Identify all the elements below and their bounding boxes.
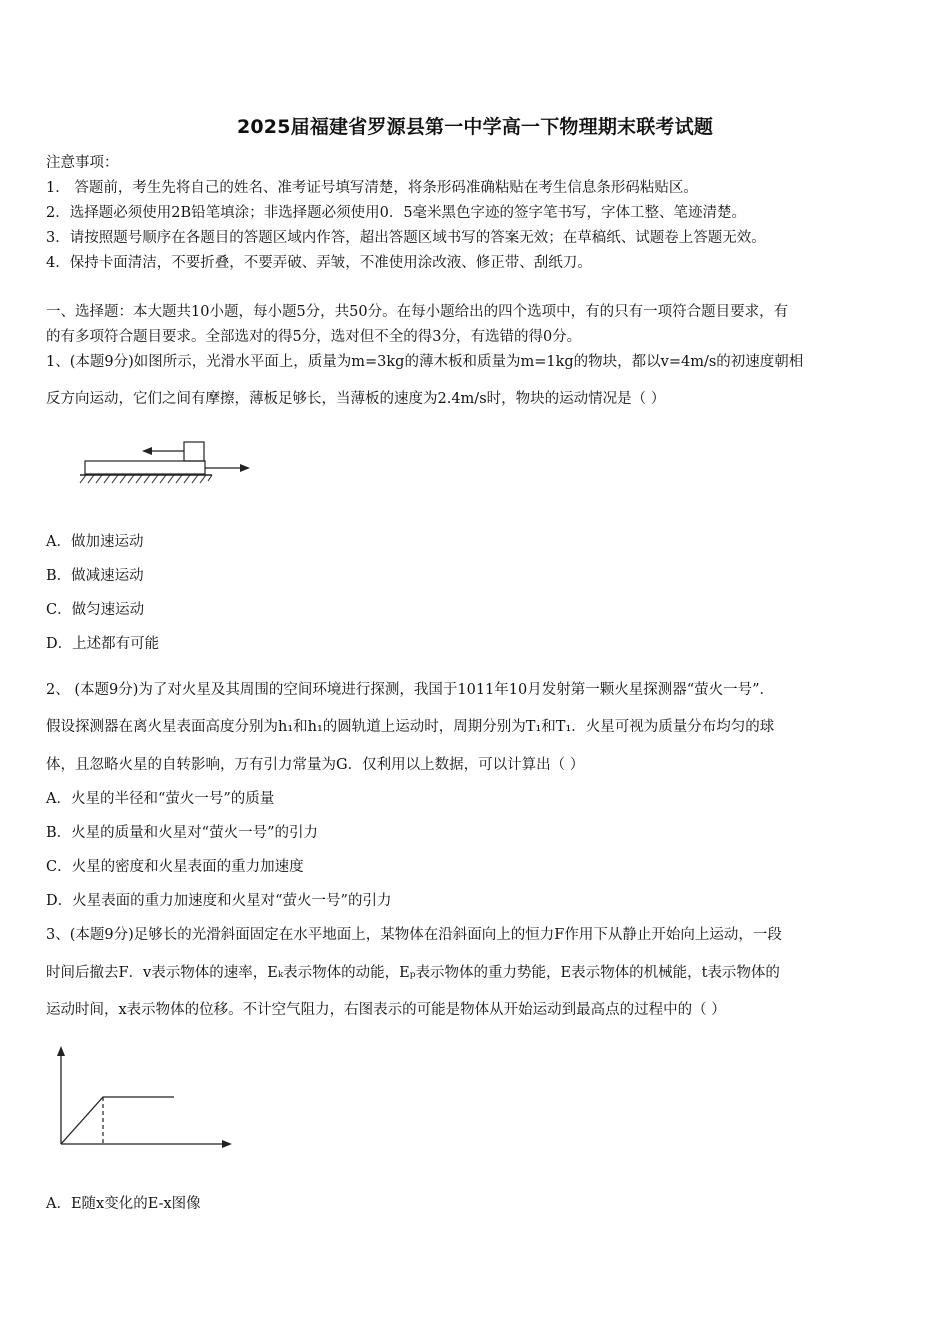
notice-item: 2．选择题必须使用2B铅笔填涂；非选择题必须使用0．5毫米黑色字迹的签字笔书写，字体工整、笔迹清楚。	[46, 205, 747, 221]
q2-option-a: A．火星的半径和“萤火一号”的质量	[46, 791, 275, 807]
q2-option-c: C．火星的密度和火星表面的重力加速度	[46, 859, 304, 875]
q1-option-c: C．做匀速运动	[46, 602, 145, 618]
q2-stem: 2、 (本题9分)为了对火星及其周围的空间环境进行探测，我国于1011年10月发射第一颗火星探测器“萤火一号”．	[46, 682, 775, 698]
q2-stem: 体，且忽略火星的自转影响，万有引力常量为G．仅利用以上数据，可以计算出（ ）	[46, 757, 585, 773]
q2-option-b: B．火星的质量和火星对“萤火一号”的引力	[46, 825, 318, 841]
q1-stem: 1、(本题9分)如图所示，光滑水平面上，质量为m=3kg的薄木板和质量为m=1kg的物块，都以v=4m/s的初速度朝相	[46, 354, 804, 370]
section-instructions: 的有多项符合题目要求。全部选对的得5分，选对但不全的得3分，有选错的得0分。	[46, 329, 582, 345]
notice-item: 3．请按照题号顺序在各题目的答题区域内作答，超出答题区域书写的答案无效；在草稿纸、试题卷上答题无效。	[46, 230, 766, 246]
notice-item: 1． 答题前，考生先将自己的姓名、准考证号填写清楚，将条形码准确粘贴在考生信息条形码粘贴区。	[46, 180, 698, 196]
q1-option-a: A．做加速运动	[46, 534, 144, 550]
notice-item: 4．保持卡面清洁，不要折叠，不要弄破、弄皱，不准使用涂改液、修正带、刮纸刀。	[46, 255, 592, 271]
q1-option-d: D．上述都有可能	[46, 636, 160, 652]
q1-stem: 反方向运动，它们之间有摩擦，薄板足够长，当薄板的速度为2.4m/s时，物块的运动情况是（ ）	[46, 391, 666, 407]
notice-heading: 注意事项：	[46, 155, 119, 171]
page-title: 2025届福建省罗源县第一中学高一下物理期末联考试题	[236, 116, 714, 138]
q3-stem: 运动时间，x表示物体的位移。不计空气阻力，右图表示的可能是物体从开始运动到最高点的过程中的（ ）	[46, 1002, 726, 1018]
q1-option-b: B．做减速运动	[46, 568, 144, 584]
section-instructions: 一、选择题：本大题共10小题，每小题5分，共50分。在每小题给出的四个选项中，有的只有一项符合题目要求，有	[46, 304, 789, 320]
q3-stem: 时间后撤去F．v表示物体的速率，Eₖ表示物体的动能，Eₚ表示物体的重力势能，E表示物体的机械能，t表示物体的	[46, 965, 780, 981]
q2-stem: 假设探测器在离火星表面高度分别为h₁和h₁的圆轨道上运动时，周期分别为T₁和T₁．火星可视为质量分布均匀的球	[46, 719, 775, 735]
q1-board-block-diagram	[80, 436, 260, 496]
block-shape	[184, 442, 204, 461]
q3-stem: 3、(本题9分)足够长的光滑斜面固定在水平地面上，某物体在沿斜面向上的恒力F作用下从静止开始向上运动，一段	[46, 927, 782, 943]
graph-curve	[61, 1097, 174, 1144]
q3-option-a: A．E随x变化的E-x图像	[46, 1196, 201, 1212]
q3-graph	[50, 1044, 240, 1154]
q2-option-d: D．火星表面的重力加速度和火星对“萤火一号”的引力	[46, 893, 392, 909]
board-shape	[85, 461, 205, 474]
